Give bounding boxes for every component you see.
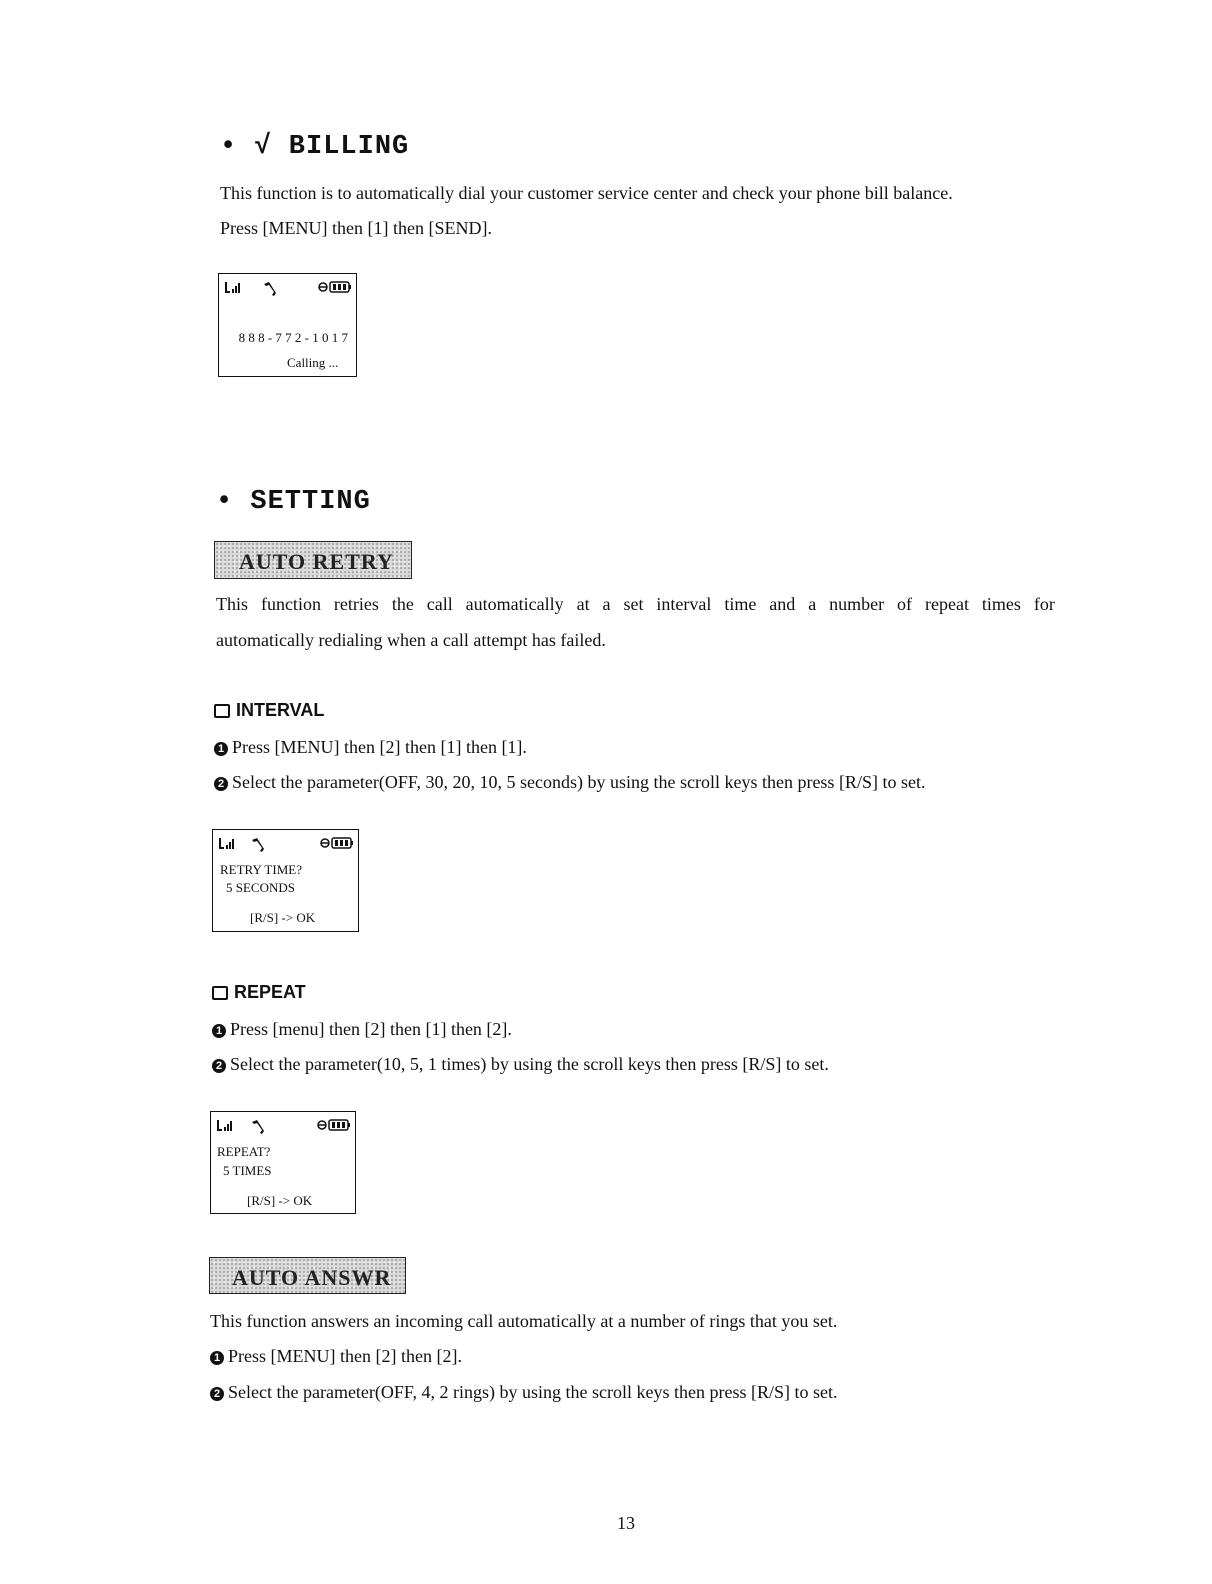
step-2-icon: 2 — [214, 777, 228, 791]
battery-icon — [320, 836, 354, 850]
auto-retry-description-line1: This function retries the call automatically at a set interval time and a number of repeat times for — [216, 594, 1055, 614]
step-2-icon: 2 — [210, 1387, 224, 1401]
auto-answer-tag — [209, 1257, 406, 1294]
signal-strength-icon — [219, 836, 235, 850]
screen-line-3: [R/S] -> OK — [247, 1193, 313, 1208]
setting-heading: • SETTING — [216, 487, 371, 517]
handset-icon — [251, 837, 265, 853]
screen-line-1: REPEAT? — [217, 1144, 271, 1159]
screen-dialed-number: 8 8 8 - 7 7 2 - 1 0 1 7 — [238, 330, 348, 345]
step-1-icon: 1 — [212, 1024, 226, 1038]
handset-icon — [251, 1119, 265, 1135]
billing-heading: • √ BILLING — [220, 132, 410, 162]
battery-icon — [317, 1118, 351, 1132]
auto-answer-step-2: 2 Select the parameter(OFF, 4, 2 rings) by using the scroll keys then press [R/S] to set. — [210, 1381, 837, 1403]
step-1-icon: 1 — [214, 742, 228, 756]
signal-strength-icon — [225, 280, 241, 294]
interval-step-1: 1 Press [MENU] then [2] then [1] then [1]. — [214, 736, 527, 758]
interval-heading: INTERVAL — [214, 700, 324, 721]
screen-line-2: 5 SECONDS — [226, 880, 295, 895]
repeat-phone-screen — [210, 1111, 356, 1214]
interval-step-2: 2 Select the parameter(OFF, 30, 20, 10, 5 seconds) by using the scroll keys then press [R/S] to set. — [214, 771, 925, 793]
billing-instruction: Press [MENU] then [1] then [SEND]. — [220, 218, 492, 238]
auto-retry-tag — [214, 541, 412, 579]
handset-icon — [263, 281, 277, 297]
auto-retry-description-line2: automatically redialing when a call attempt has failed. — [216, 630, 606, 650]
auto-answer-tag-label: AUTO ANSWR — [232, 1265, 392, 1290]
checkbox-icon — [214, 704, 230, 718]
auto-retry-tag-label: AUTO RETRY — [239, 549, 394, 574]
interval-phone-screen — [212, 829, 359, 932]
auto-answer-step-1: 1 Press [MENU] then [2] then [2]. — [210, 1345, 462, 1367]
step-1-icon: 1 — [210, 1351, 224, 1365]
auto-answer-description: This function answers an incoming call automatically at a number of rings that you set. — [210, 1311, 838, 1331]
repeat-step-2: 2 Select the parameter(10, 5, 1 times) by using the scroll keys then press [R/S] to set. — [212, 1053, 829, 1075]
billing-description: This function is to automatically dial your customer service center and check your phone bill balance. — [220, 183, 953, 203]
page-number: 13 — [617, 1513, 635, 1533]
billing-phone-screen — [218, 273, 357, 377]
repeat-heading: REPEAT — [212, 982, 306, 1003]
checkbox-icon — [212, 986, 228, 1000]
repeat-step-1: 1 Press [menu] then [2] then [1] then [2]. — [212, 1018, 512, 1040]
screen-line-3: [R/S] -> OK — [250, 910, 316, 925]
screen-line-2: 5 TIMES — [223, 1163, 272, 1178]
signal-strength-icon — [217, 1118, 233, 1132]
screen-line-1: RETRY TIME? — [220, 862, 302, 877]
battery-icon — [318, 280, 352, 294]
screen-calling-status: Calling ... — [287, 355, 339, 370]
step-2-icon: 2 — [212, 1059, 226, 1073]
